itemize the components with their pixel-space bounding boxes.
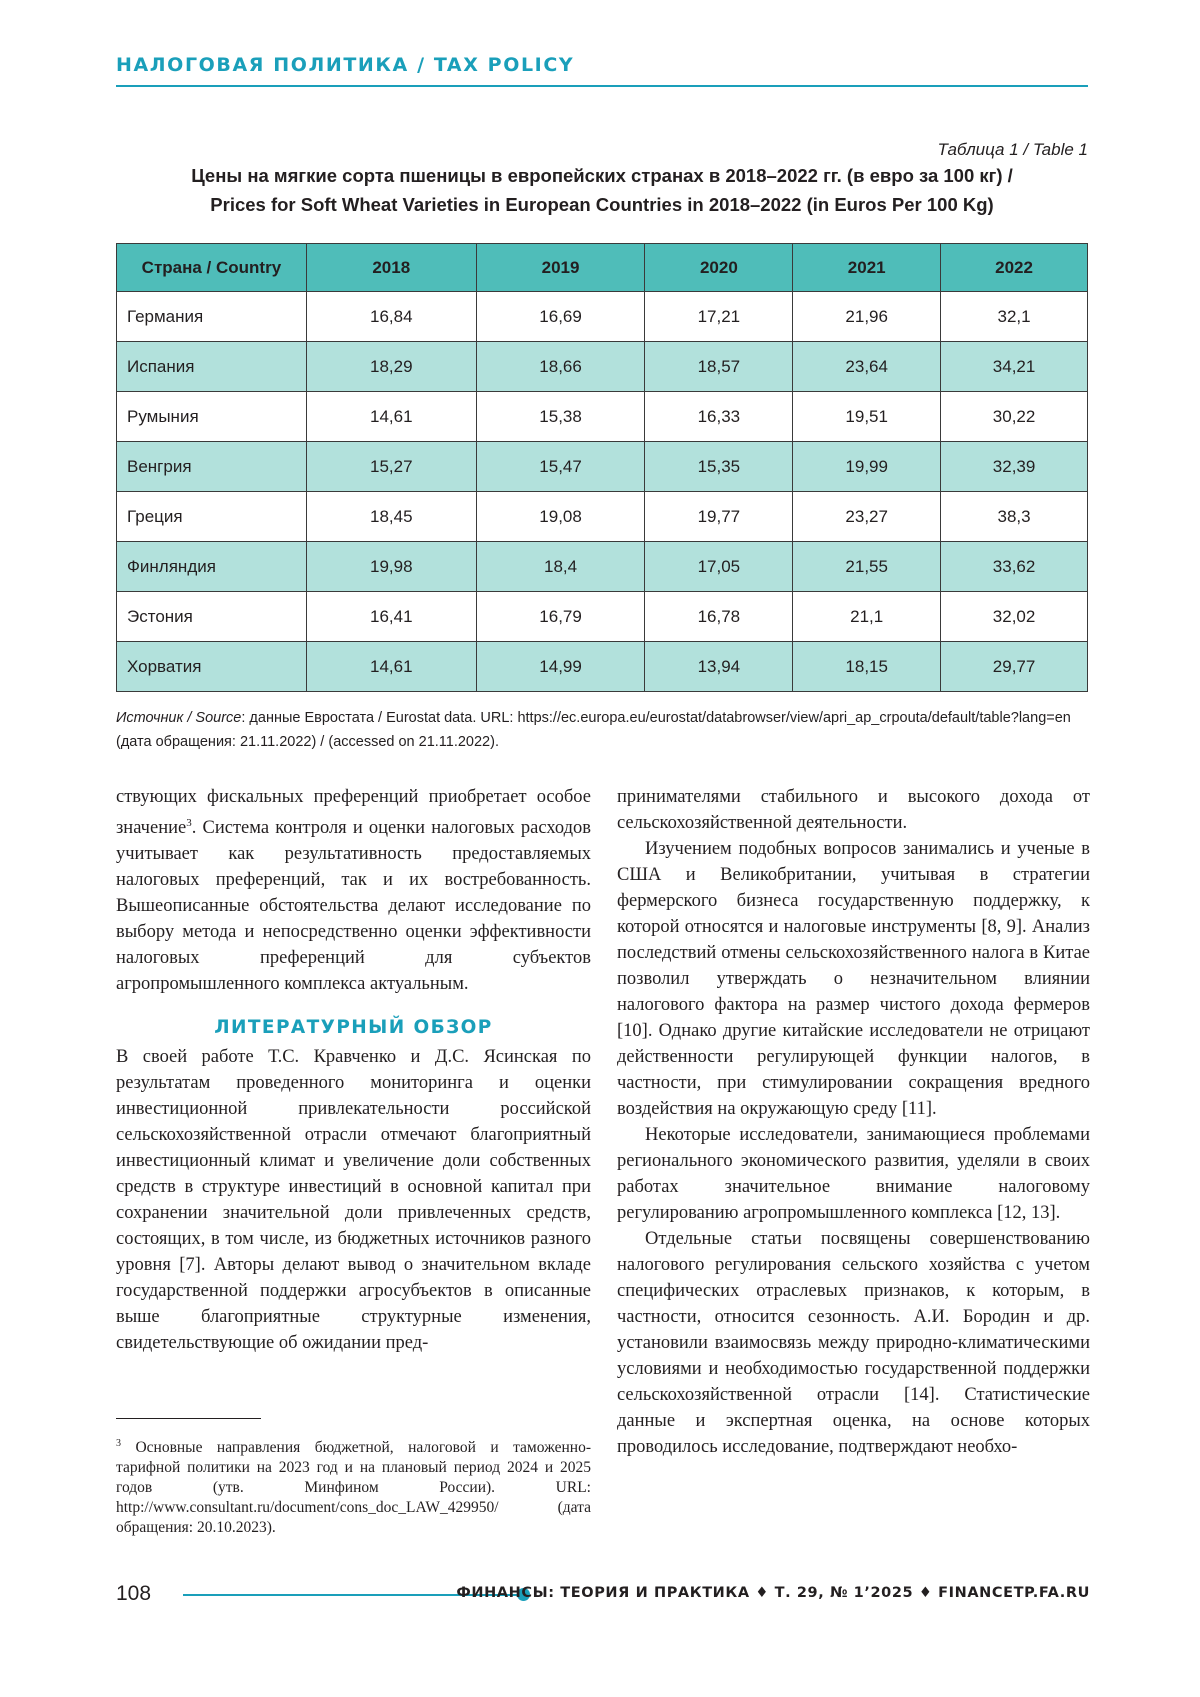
table-cell: 21,1 (793, 592, 941, 642)
table-cell-country: Хорватия (117, 642, 307, 692)
table-row (117, 292, 1088, 342)
table-cell: 18,66 (476, 342, 645, 392)
table-title-en: Prices for Soft Wheat Varieties in European Countries in 2018–2022 (in Euros Per 100 Kg) (210, 194, 994, 215)
section-heading: ЛИТЕРАТУРНЫЙ ОБЗОР (214, 1017, 493, 1039)
table-cell-country: Эстония (117, 592, 307, 642)
table-label: Таблица 1 / Table 1 (937, 140, 1088, 159)
table-title-ru: Цены на мягкие сорта пшеницы в европейских странах в 2018–2022 гг. (в евро за 100 кг) / (191, 165, 1013, 186)
table-cell: 17,21 (645, 292, 793, 342)
table-cell-country: Румыния (117, 392, 307, 442)
table-cell-country: Испания (117, 342, 307, 392)
table-caption (116, 140, 1088, 218)
table-row (117, 642, 1088, 692)
column-header: 2021 (793, 244, 941, 292)
table-cell: 32,39 (941, 442, 1088, 492)
table-cell: 14,99 (476, 642, 645, 692)
table-row (117, 592, 1088, 642)
footnote-ref: 3 (186, 817, 192, 829)
paragraph-text: . Система контроля и оценки налоговых расходов учитывает как результативность предоставляемых налоговых преференций, так и их востребованность. Вышеописанные обстоятельства делают исследование по выбору метода и непосредственно оценки эффективности налоговых преференций для субъектов агропромышленного комплекса актуальным. (116, 818, 591, 995)
paragraph-text: ствующих фискальных преференций приобретает особое значение (116, 787, 591, 839)
table-cell: 15,47 (476, 442, 645, 492)
table-row (117, 492, 1088, 542)
table-row (117, 392, 1088, 442)
table-cell: 33,62 (941, 542, 1088, 592)
section-header-title: НАЛОГОВАЯ ПОЛИТИКА / TAX POLICY (116, 54, 575, 76)
table-header-row (117, 244, 1088, 292)
table-cell: 19,98 (306, 542, 476, 592)
table-cell-country: Финляндия (117, 542, 307, 592)
page-number: 108 (116, 1582, 152, 1605)
table-cell: 16,41 (306, 592, 476, 642)
body-paragraph: принимателями стабильного и высокого дохода от сельскохозяйственной деятельности. (617, 787, 1090, 833)
table-cell: 16,69 (476, 292, 645, 342)
table-cell: 19,51 (793, 392, 941, 442)
body-paragraph: Некоторые исследователи, занимающиеся проблемами регионального экономического развития, уделяли в своих работах значительное внимание налоговому регулированию агропромышленного комплекса [12, 13]. (617, 1125, 1090, 1223)
table-cell: 16,78 (645, 592, 793, 642)
journal-info: ФИНАНСЫ: ТЕОРИЯ И ПРАКТИКА ♦ Т. 29, № 1’2025 ♦ FINANCETP.FA.RU (456, 1585, 1090, 1601)
footnote-divider (116, 1418, 261, 1419)
source-text: : данные Евростата / Eurostat data. URL: https://ec.europa.eu/eurostat/databrowser/view/apri_ap_crpouta/default/table?lang=en (дата обращения: 21.11.2022) / (accessed on 21.11.2022). (116, 710, 1071, 750)
table-cell: 16,33 (645, 392, 793, 442)
table-cell: 18,45 (306, 492, 476, 542)
table-cell: 16,84 (306, 292, 476, 342)
column-header: 2018 (306, 244, 476, 292)
table-cell: 32,1 (941, 292, 1088, 342)
table-cell: 18,15 (793, 642, 941, 692)
table-cell: 32,02 (941, 592, 1088, 642)
table-row (117, 542, 1088, 592)
table-cell: 14,61 (306, 392, 476, 442)
table-cell: 29,77 (941, 642, 1088, 692)
table-source-note (116, 706, 1088, 754)
table-cell: 34,21 (941, 342, 1088, 392)
body-paragraph: Отдельные статьи посвящены совершенствованию налогового регулирования сельского хозяйства с учетом специфических отраслевых признаков, к которым, в частности, относится сезонность. А.И. Бородин и др. установили взаимосвязь между природно-климатическими условиями и необходимостью государственной поддержки сельскохозяйственной отрасли [14]. Статистические данные и экспертная оценка, на основе которых проводилось исследование, подтверждают необхо- (617, 1229, 1090, 1457)
column-header: Страна / Country (117, 244, 307, 292)
table-cell: 18,57 (645, 342, 793, 392)
table-cell: 19,99 (793, 442, 941, 492)
body-column-right (617, 784, 1090, 1460)
table-cell: 15,35 (645, 442, 793, 492)
footnote-text: Основные направления бюджетной, налоговой и таможенно-тарифной политики на 2023 год и на плановый период 2024 и 2025 годов (утв. Минфином России). URL: http://www.consultant.ru/document/cons_doc_LAW_429950/ (дата обращения: 20.10.2023). (116, 1439, 591, 1537)
running-header (116, 54, 1088, 76)
body-paragraph: В своей работе Т.С. Кравченко и Д.С. Ясинская по результатам проведенного мониторинга и оценки инвестиционной привлекательности российской сельскохозяйственной отрасли отмечают благоприятный инвестиционный климат и увеличение доли собственных средств в структуре инвестиций в основной капитал при сохранении значительной доли привлеченных средств, состоящих, в том числе, из бюджетных источников разного уровня [7]. Авторы делают вывод о значительном вкладе государственной поддержки агросубъектов в описанные выше благоприятные структурные изменения, свидетельствующие об ожидании пред- (116, 1047, 591, 1354)
footnote-mark: 3 (116, 1438, 121, 1449)
body-paragraph: Изучением подобных вопросов занимались и ученые в США и Великобритании, учитывая в стратегии фермерского бизнеса государственную поддержку, к которой относятся и налоговые инструменты [8, 9]. Анализ последствий отмены сельскохозяйственного налога в Китае позволил утверждать о незначительном влиянии налогового фактора на размер чистого дохода фермеров [10]. Однако другие китайские исследователи не отрицают действенности регулирующей функции налогов, в частности, при стимулировании сокращения вредного воздействия на окружающую среду [11]. (617, 839, 1090, 1119)
source-label: Источник / Source (116, 710, 242, 726)
table-row (117, 342, 1088, 392)
body-column-left (116, 784, 591, 1356)
table-cell: 15,27 (306, 442, 476, 492)
table-cell-country: Германия (117, 292, 307, 342)
column-header: 2019 (476, 244, 645, 292)
footnote (116, 1434, 591, 1538)
table-cell: 23,64 (793, 342, 941, 392)
header-rule (116, 85, 1088, 87)
table-cell: 21,55 (793, 542, 941, 592)
table-cell: 23,27 (793, 492, 941, 542)
table-cell: 13,94 (645, 642, 793, 692)
column-header: 2020 (645, 244, 793, 292)
table-cell: 14,61 (306, 642, 476, 692)
wheat-price-table (116, 243, 1088, 692)
table-cell-country: Греция (117, 492, 307, 542)
table-cell: 21,96 (793, 292, 941, 342)
table-cell: 18,4 (476, 542, 645, 592)
table-cell: 17,05 (645, 542, 793, 592)
column-header: 2022 (941, 244, 1088, 292)
table-cell: 18,29 (306, 342, 476, 392)
table-cell: 30,22 (941, 392, 1088, 442)
table-cell: 16,79 (476, 592, 645, 642)
table-row (117, 442, 1088, 492)
body-paragraph (116, 784, 591, 997)
table-cell-country: Венгрия (117, 442, 307, 492)
table-cell: 19,08 (476, 492, 645, 542)
page-footer (116, 1582, 1090, 1612)
table-cell: 15,38 (476, 392, 645, 442)
table-cell: 38,3 (941, 492, 1088, 542)
table-cell: 19,77 (645, 492, 793, 542)
